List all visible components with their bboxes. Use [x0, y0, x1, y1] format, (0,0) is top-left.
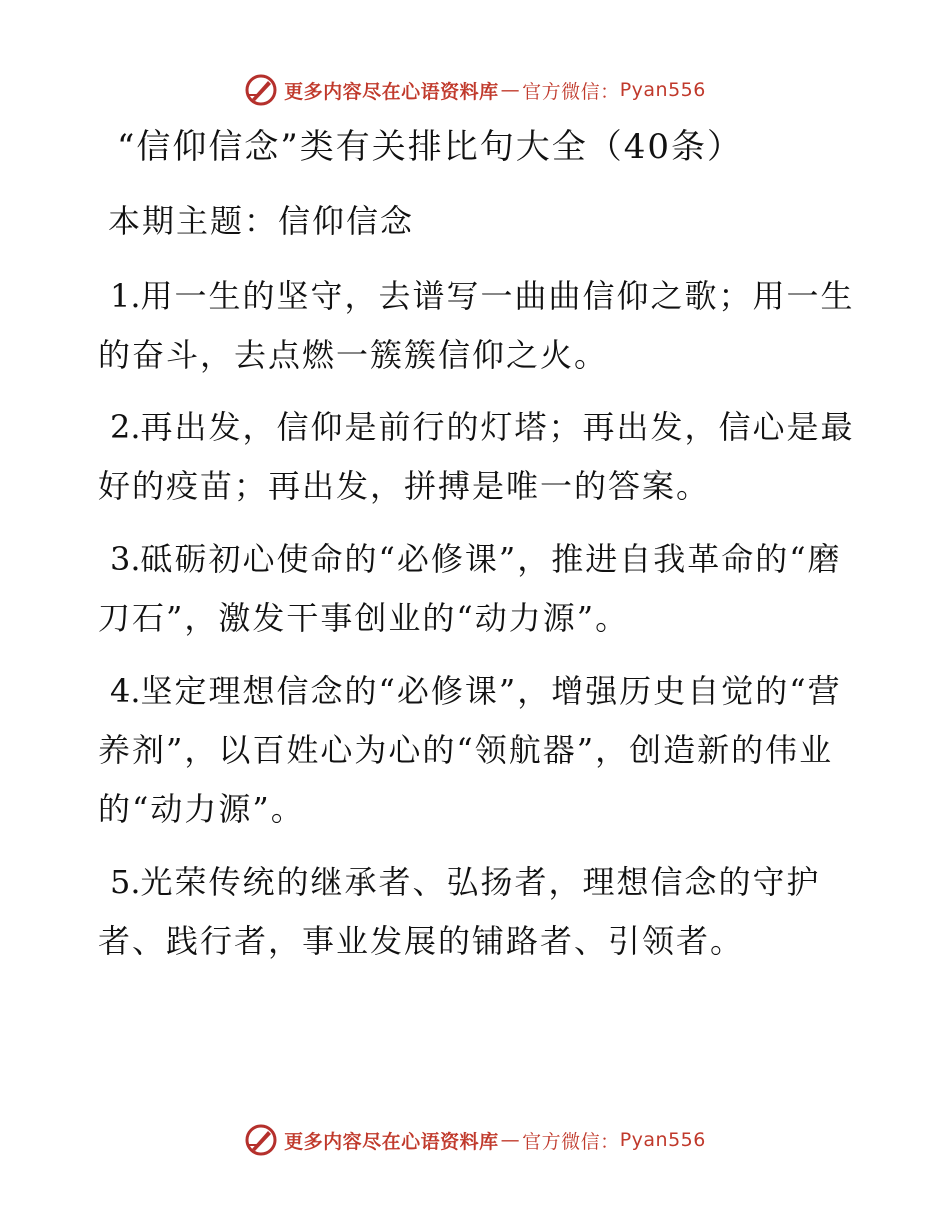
- item-text: 光荣传统的继承者、弘扬者，理想信念的守护者、践行者，事业发展的铺路者、引领者。: [98, 863, 821, 960]
- item-text: 砥砺初心使命的“必修课”，推进自我革命的“磨刀石”，激发干事创业的“动力源”。: [98, 540, 842, 637]
- header-banner: [0, 70, 950, 110]
- item-text: 坚定理想信念的“必修课”，增强历史自觉的“营养剂”，以百姓心为心的“领航器”，创造新的伟业的“动力源”。: [98, 672, 842, 828]
- wechat-id: Pyan556: [619, 1129, 706, 1151]
- document-title: “信仰信念”类有关排比句大全（40条）: [117, 127, 744, 167]
- wechat-label: 官方微信：: [522, 80, 620, 103]
- wechat-label: 官方微信：: [522, 1130, 620, 1153]
- document-theme: 本期主题：信仰信念: [108, 202, 415, 240]
- wechat-id: Pyan556: [619, 79, 706, 101]
- list-item: [98, 853, 858, 971]
- item-number: 4.: [110, 672, 141, 710]
- item-number: 3.: [110, 540, 141, 578]
- site-name: 更多内容尽在心语资料库: [284, 80, 499, 103]
- site-name: 更多内容尽在心语资料库: [284, 1130, 499, 1153]
- item-number: 2.: [110, 408, 141, 446]
- list-item: [98, 267, 858, 385]
- item-number: 1.: [110, 277, 141, 315]
- item-text: 再出发，信仰是前行的灯塔；再出发，信心是最好的疫苗；再出发，拼搏是唯一的答案。: [98, 408, 855, 505]
- footer-banner: [0, 1120, 950, 1160]
- list-item: [98, 662, 858, 839]
- feather-pen-logo-icon: [244, 1123, 278, 1157]
- list-item: [98, 530, 858, 648]
- list-item: [98, 398, 858, 516]
- item-number: 5.: [110, 863, 141, 901]
- banner-separator: —: [500, 79, 521, 101]
- item-text: 用一生的坚守，去谱写一曲曲信仰之歌；用一生的奋斗，去点燃一簇簇信仰之火。: [98, 277, 855, 374]
- banner-separator: —: [500, 1129, 521, 1151]
- feather-pen-logo-icon: [244, 73, 278, 107]
